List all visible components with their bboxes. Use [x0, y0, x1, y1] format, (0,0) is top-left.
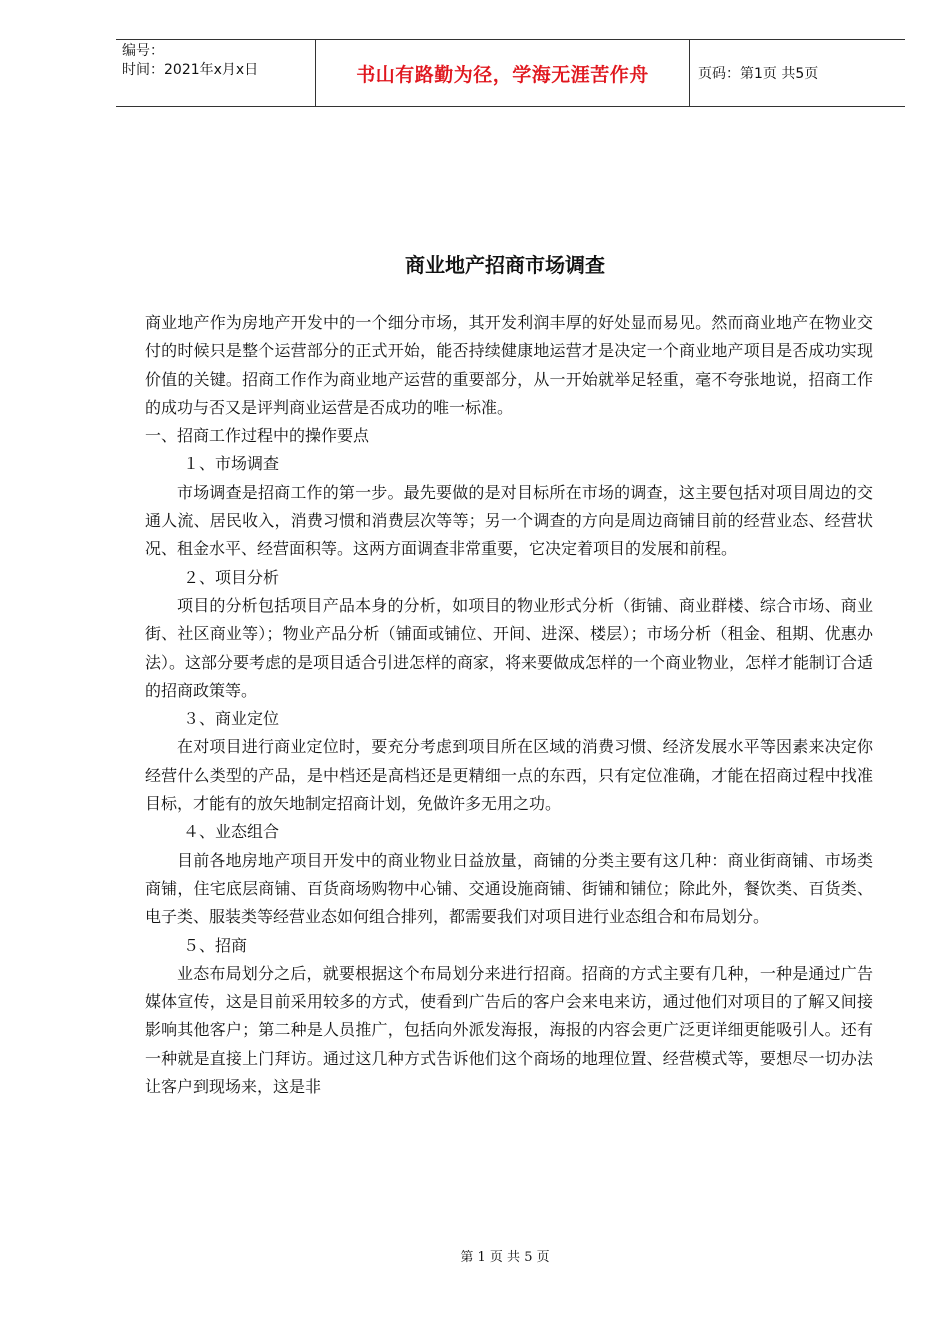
intro-paragraph: 商业地产作为房地产开发中的一个细分市场，其开发利润丰厚的好处显而易见。然而商业地产在物业交付的时候只是整个运营部分的正式开始，能否持续健康地运营才是决定一个商业地产项目是否成功实现价值的关键。招商工作作为商业地产运营的重要部分，从一开始就举足轻重，毫不夸张地说，招商工作的成功与否又是评判商业运营是否成功的唯一标准。 — [145, 313, 873, 417]
paragraph-business-mix: 目前各地房地产项目开发中的商业物业日益放量，商铺的分类主要有这几种：商业街商铺、市场类商铺，住宅底层商铺、百货商场购物中心铺、交通设施商铺、街铺和铺位；除此外，餐饮类、百货类、电子类、服装类等经营业态如何组合排列，都需要我们对项目进行业态组合和布局划分。 — [145, 850, 873, 927]
page-footer — [0, 1246, 950, 1265]
footer-page-number: 第 1 页 共 5 页 — [460, 1250, 550, 1265]
header-meta-cell — [116, 40, 316, 106]
header-table — [116, 39, 905, 107]
subheading-project-analysis: ２、项目分析 — [183, 567, 280, 587]
paragraph-leasing: 业态布局划分之后，就要根据这个布局划分来进行招商。招商的方式主要有几种，一种是通过广告媒体宣传，这是目前采用较多的方式，使看到广告后的客户会来电来访，通过他们对项目的了解又间接影响其他客户；第二种是人员推广，包括向外派发海报，海报的内容会更广泛更详细更能吸引人。还有一种就是直接上门拜访。通过这几种方式告诉他们这个商场的地理位置、经营模式等，要想尽一切办法让客户到现场来，这是非 — [145, 963, 873, 1097]
document-title: 商业地产招商市场调查 — [405, 253, 605, 277]
subheading-market-survey: １、市场调查 — [183, 454, 280, 474]
time-label: 时间：2021年x月x日 — [122, 62, 259, 78]
page-label: 页码：第1页 共5页 — [698, 66, 819, 82]
paragraph-market-survey: 市场调查是招商工作的第一步。最先要做的是对目标所在市场的调查，这主要包括对项目周边的交通人流、居民收入，消费习惯和消费层次等等；另一个调查的方向是周边商铺目前的经营业态、经营状况、租金水平、经营面积等。这两方面调查非常重要，它决定着项目的发展和前程。 — [145, 482, 873, 559]
document-body — [145, 309, 873, 1101]
serial-label: 编号： — [122, 43, 164, 59]
subheading-leasing: ５、招商 — [183, 935, 248, 955]
section-heading: 一、招商工作过程中的操作要点 — [145, 426, 370, 446]
subheading-business-mix: ４、业态组合 — [183, 822, 280, 842]
motto-text: 书山有路勤为径，学海无涯苦作舟 — [356, 63, 649, 86]
page-number-cell — [690, 40, 905, 106]
paragraph-positioning: 在对项目进行商业定位时，要充分考虑到项目所在区域的消费习惯、经济发展水平等因素来决定你经营什么类型的产品，是中档还是高档还是更精细一点的东西，只有定位准确，才能在招商过程中找准目标，才能有的放矢地制定招商计划，免做许多无用之功。 — [145, 737, 873, 814]
paragraph-project-analysis: 项目的分析包括项目产品本身的分析，如项目的物业形式分析（街铺、商业群楼、综合市场、商业街、社区商业等）；物业产品分析（铺面或铺位、开间、进深、楼层）；市场分析（租金、租期、优惠办法）。这部分要考虑的是项目适合引进怎样的商家，将来要做成怎样的一个商业物业，怎样才能制订合适的招商政策等。 — [145, 595, 874, 700]
motto-cell — [316, 40, 690, 106]
subheading-positioning: ３、商业定位 — [183, 709, 280, 729]
